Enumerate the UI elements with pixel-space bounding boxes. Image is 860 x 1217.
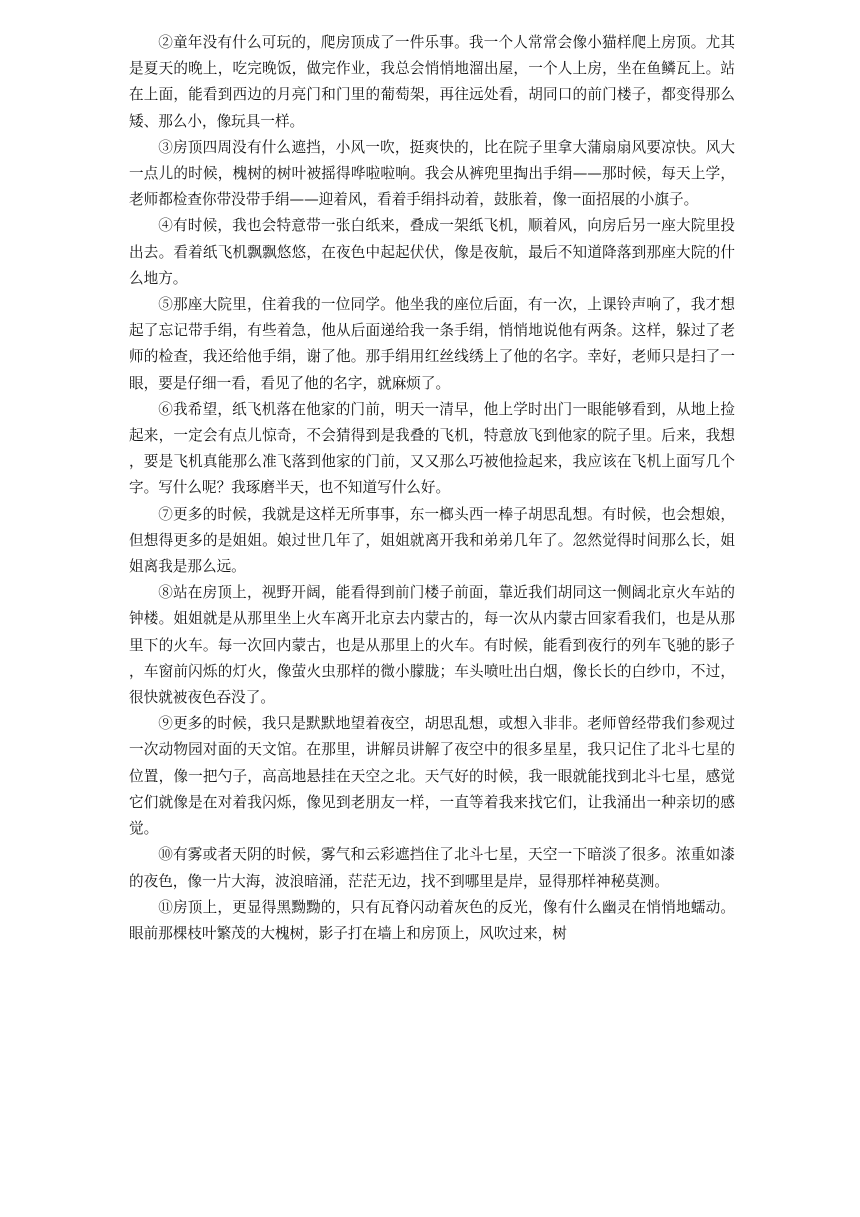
paragraph-3: ③房顶四周没有什么遮挡，小风一吹，挺爽快的，比在院子里拿大蒲扇扇风要凉快。风大一点儿的时候，槐树的树叶被摇得哗啦啦响。我会从裤兜里掏出手绢——那时候，每天上学，老师都检查你带没带手绢——迎着风，看着手绢抖动着，鼓胀着，像一面招展的小旗子。 (129, 138, 735, 209)
paragraph-10: ⑩有雾或者天阴的时候，雾气和云彩遮挡住了北斗七星，天空一下暗淡了很多。浓重如漆的夜色，像一片大海，波浪暗涌，茫茫无边，找不到哪里是岸，显得那样神秘莫测。 (129, 846, 735, 890)
paragraph-11: ⑪房顶上，更显得黑黝黝的，只有瓦脊闪动着灰色的反光，像有什么幽灵在悄悄地蠕动。眼前那棵枝叶繁茂的大槐树，影子打在墙上和房顶上，风吹过来，树 (129, 898, 735, 942)
paragraph-9: ⑨更多的时候，我只是默默地望着夜空，胡思乱想，或想入非非。老师曾经带我们参观过一次动物园对面的天文馆。在那里，讲解员讲解了夜空中的很多星星，我只记住了北斗七星的位置，像一把勺子，高高地悬挂在天空之北。天气好的时候，我一眼就能找到北斗七星，感觉它们就像是在对着我闪烁，像见到老朋友一样，一直等着我来找它们，让我涌出一种亲切的感觉。 (129, 715, 735, 838)
article-body (129, 30, 735, 947)
paragraph-6: ⑥我希望，纸飞机落在他家的门前，明天一清早，他上学时出门一眼能够看到，从地上捡起来，一定会有点儿惊奇，不会猜得到是我叠的飞机，特意放飞到他家的院子里。后来，我想，要是飞机真能那么准飞落到他家的门前，又又那么巧被他捡起来，我应该在飞机上面写几个字。写什么呢？我琢磨半天，也不知道写什么好。 (129, 400, 735, 497)
paragraph-7: ⑦更多的时候，我就是这样无所事事，东一榔头西一棒子胡思乱想。有时候，也会想娘，但想得更多的是姐姐。娘过世几年了，姐姐就离开我和弟弟几年了。忽然觉得时间那么长，姐姐离我是那么远。 (129, 505, 735, 576)
paragraph-2: ②童年没有什么可玩的，爬房顶成了一件乐事。我一个人常常会像小猫样爬上房顶。尤其是夏天的晚上，吃完晚饭，做完作业，我总会悄悄地溜出屋，一个人上房，坐在鱼鳞瓦上。站在上面，能看到西边的月亮门和门里的葡萄架，再往远处看，胡同口的前门楼子，都变得那么矮、那么小，像玩具一样。 (129, 34, 735, 130)
paragraph-5: ⑤那座大院里，住着我的一位同学。他坐我的座位后面，有一次，上课铃声响了，我才想起了忘记带手绢，有些着急，他从后面递给我一条手绢，悄悄地说他有两条。这样，躲过了老师的检查，我还给他手绢，谢了他。那手绢用红丝线绣上了他的名字。幸好，老师只是扫了一眼，要是仔细一看，看见了他的名字，就麻烦了。 (129, 296, 735, 392)
paragraph-4: ④有时候，我也会特意带一张白纸来，叠成一架纸飞机，顺着风，向房后另一座大院里投出去。看着纸飞机飘飘悠悠，在夜色中起起伏伏，像是夜航，最后不知道降落到那座大院的什么地方。 (129, 217, 735, 287)
paragraph-8: ⑧站在房顶上，视野开阔，能看得到前门楼子前面，靠近我们胡同这一侧阔北京火车站的钟楼。姐姐就是从那里坐上火车离开北京去内蒙古的，每一次从内蒙古回家看我们，也是从那里下的火车。每一次回内蒙古，也是从那里上的火车。有时候，能看到夜行的列车飞驰的影子，车窗前闪烁的灯火，像萤火虫那样的微小朦胧；车头喷吐出白烟，像长长的白纱巾，不过，很快就被夜色吞没了。 (129, 584, 735, 707)
